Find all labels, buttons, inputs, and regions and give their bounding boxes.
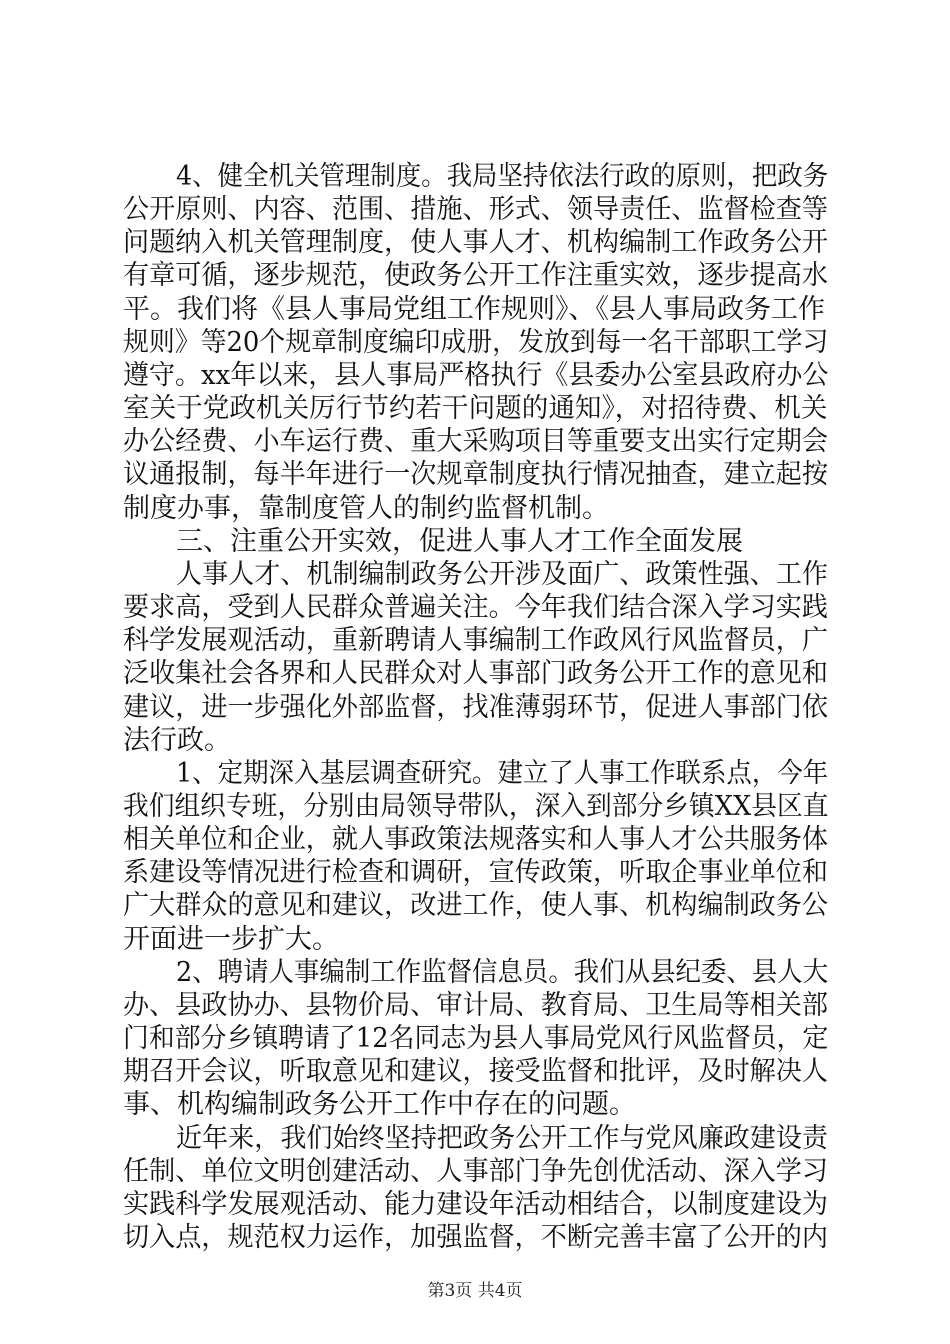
text-line: 近年来，我们始终坚持把政务公开工作与党风廉政建设责 xyxy=(176,1123,828,1154)
text-line: 任制、单位文明创建活动、人事部门争先创优活动、深入学习 xyxy=(123,1156,829,1187)
text-line: 系建设等情况进行检查和调研，宣传政策，听取企事业单位和 xyxy=(123,857,829,888)
text-line: 规则》等20个规章制度编印成册，发放到每一名干部职工学习 xyxy=(123,327,829,358)
section-heading: 三、注重公开实效，促进人事人才工作全面发展 xyxy=(176,526,743,557)
text-line: 切入点，规范权力运作，加强监督，不断完善丰富了公开的内 xyxy=(123,1222,829,1253)
text-line: 广大群众的意见和建议，改进工作，使人事、机构编制政务公 xyxy=(123,890,829,921)
text-line: 室关于党政机关厉行节约若干问题的通知》，对招待费、机关 xyxy=(123,393,828,424)
text-line: 公开原则、内容、范围、措施、形式、领导责任、监督检查等 xyxy=(123,194,829,225)
text-line: 开面进一步扩大。 xyxy=(123,924,339,955)
text-line: 法行政。 xyxy=(123,725,231,756)
page-number-footer: 第3页 共4页 xyxy=(427,1281,523,1301)
text-line: 遵守。xx年以来，县人事局严格执行《县委办公室县政府办公 xyxy=(123,360,829,391)
text-line: 议通报制，每半年进行一次规章制度执行情况抽查，建立起按 xyxy=(123,459,829,490)
text-line: 2、聘请人事编制工作监督信息员。我们从县纪委、县人大 xyxy=(176,957,829,988)
text-line: 要求高，受到人民群众普遍关注。今年我们结合深入学习实践 xyxy=(123,592,829,623)
text-line: 问题纳入机关管理制度，使人事人才、机构编制工作政务公开 xyxy=(123,227,829,258)
text-line: 人事人才、机制编制政务公开涉及面广、政策性强、工作 xyxy=(176,559,828,590)
text-line: 我们组织专班，分别由局领导带队，深入到部分乡镇XX县区直 xyxy=(123,791,829,822)
text-line: 办、县政协办、县物价局、审计局、教育局、卫生局等相关部 xyxy=(123,990,829,1021)
text-line: 4、健全机关管理制度。我局坚持依法行政的原则，把政务 xyxy=(176,161,829,192)
text-line: 事、机构编制政务公开工作中存在的问题。 xyxy=(123,1089,636,1120)
text-line: 泛收集社会各界和人民群众对人事部门政务公开工作的意见和 xyxy=(123,658,829,689)
text-line: 科学发展观活动，重新聘请人事编制工作政风行风监督员，广 xyxy=(123,625,829,656)
text-line: 平。我们将《县人事局党组工作规则》、《县人事局政务工作 xyxy=(123,294,825,325)
text-line: 实践科学发展观活动、能力建设年活动相结合，以制度建设为 xyxy=(123,1189,829,1220)
text-line: 办公经费、小车运行费、重大采购项目等重要支出实行定期会 xyxy=(123,426,829,457)
text-line: 有章可循，逐步规范，使政务公开工作注重实效，逐步提高水 xyxy=(123,260,829,291)
text-line: 门和部分乡镇聘请了12名同志为县人事局党风行风监督员，定 xyxy=(123,1023,829,1054)
text-line: 1、定期深入基层调查研究。建立了人事工作联系点，今年 xyxy=(176,758,829,789)
text-line: 期召开会议，听取意见和建议，接受监督和批评，及时解决人 xyxy=(123,1056,829,1087)
text-line: 相关单位和企业，就人事政策法规落实和人事人才公共服务体 xyxy=(123,824,829,855)
text-line: 制度办事，靠制度管人的制约监督机制。 xyxy=(123,493,609,524)
text-line: 建议，进一步强化外部监督，找准薄弱环节，促进人事部门依 xyxy=(123,692,829,723)
